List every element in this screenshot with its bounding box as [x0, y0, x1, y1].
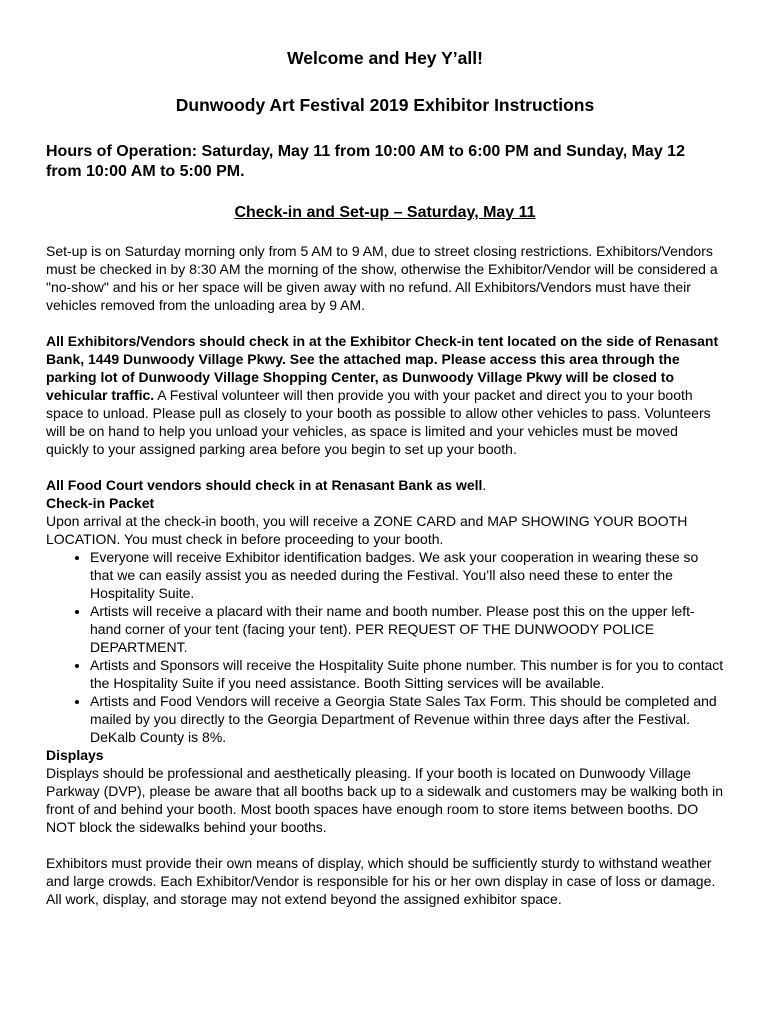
- checkin-packet-heading: Check-in Packet: [46, 495, 155, 511]
- displays-paragraph-2: Exhibitors must provide their own means of display, which should be sufficiently sturdy to withstand weather and large crowds. Each Exhibitor/Vendor is responsible for his or her own display in case of loss or damage. All work, display, and storage may not extend beyond the assigned exhibitor space.: [46, 855, 716, 907]
- list-item: • Artists will receive a placard with their name and booth number. Please post this on the upper left-hand corner of your tent (facing your tent). PER REQUEST OF THE DUNWOODY POLICE DEPARTMENT.: [90, 602, 724, 656]
- document-title: Dunwoody Art Festival 2019 Exhibitor Instructions: [175, 95, 595, 115]
- checkin-setup-heading: Check-in and Set-up – Saturday, May 11: [234, 204, 536, 221]
- displays-paragraph-1: Displays should be professional and aesthetically pleasing. If your booth is located on Dunwoody Village Parkway (DVP), please be aware that all booths back up to a sidewalk and customers may be walking both in front of and behind your booth. Most booth spaces have enough room to store items between booths. DO NOT block the sidewalks behind your booths.: [46, 765, 724, 835]
- list-item: • Artists and Sponsors will receive the Hospitality Suite phone number. This number is for you to contact the Hospitality Suite if you need assistance. Booth Sitting services will be available.: [90, 656, 724, 692]
- hours-of-operation: Hours of Operation: Saturday, May 11 from 10:00 AM to 6:00 PM and Sunday, May 12 from 10:00 AM to 5:00 PM.: [46, 143, 685, 180]
- food-court-period: .: [482, 477, 487, 493]
- food-court-bold-text: All Food Court vendors should check in at Renasant Bank as well: [46, 477, 483, 493]
- food-court-paragraph: [46, 476, 724, 494]
- checkin-packet-intro: Upon arrival at the check-in booth, you will receive a ZONE CARD and MAP SHOWING YOUR BOOTH LOCATION. You must check in before proceeding to your booth.: [46, 513, 688, 547]
- list-item: • Everyone will receive Exhibitor identification badges. We ask your cooperation in wearing these so that we can easily assist you as needed during the Festival. You’ll also need these to enter the Hospitality Suite.: [90, 548, 724, 602]
- setup-paragraph: Set-up is on Saturday morning only from 5 AM to 9 AM, due to street closing restrictions. Exhibitors/Vendors must be checked in by 8:30 AM the morning of the show, otherwise the Exhibitor/Vendor will be considered a "no-show" and his or her space will be given away with no refund. All Exhibitors/Vendors must have their vehicles removed from the unloading area by 9 AM.: [46, 243, 718, 313]
- checkin-rest-text: A Festival volunteer will then provide you with your packet and direct you to your booth space to unload. Please pull as closely to your booth as possible to allow other vehicles to pass. Volunteers will be on hand to help you unload your vehicles, as space is limited and your vehicles must be moved quickly to your assigned parking area before you begin to set up your booth.: [46, 387, 711, 457]
- checkin-paragraph: [46, 332, 724, 458]
- checkin-packet-list: [46, 548, 724, 746]
- checkin-bold-text: All Exhibitors/Vendors should check in at the Exhibitor Check-in tent located on the side of Renasant Bank, 1449 Dunwoody Village Pkwy. See the attached map. Please access this area through the parking lot of Dunwoody Village Shopping Center, as Dunwoody Village Pkwy will be closed to vehicular traffic.: [46, 333, 719, 403]
- displays-heading: Displays: [46, 747, 104, 763]
- list-item: • Artists and Food Vendors will receive a Georgia State Sales Tax Form. This should be completed and mailed by you directly to the Georgia Department of Revenue within three days after the Festival. DeKalb County is 8%.: [90, 692, 724, 746]
- welcome-heading: Welcome and Hey Y’all!: [287, 48, 483, 68]
